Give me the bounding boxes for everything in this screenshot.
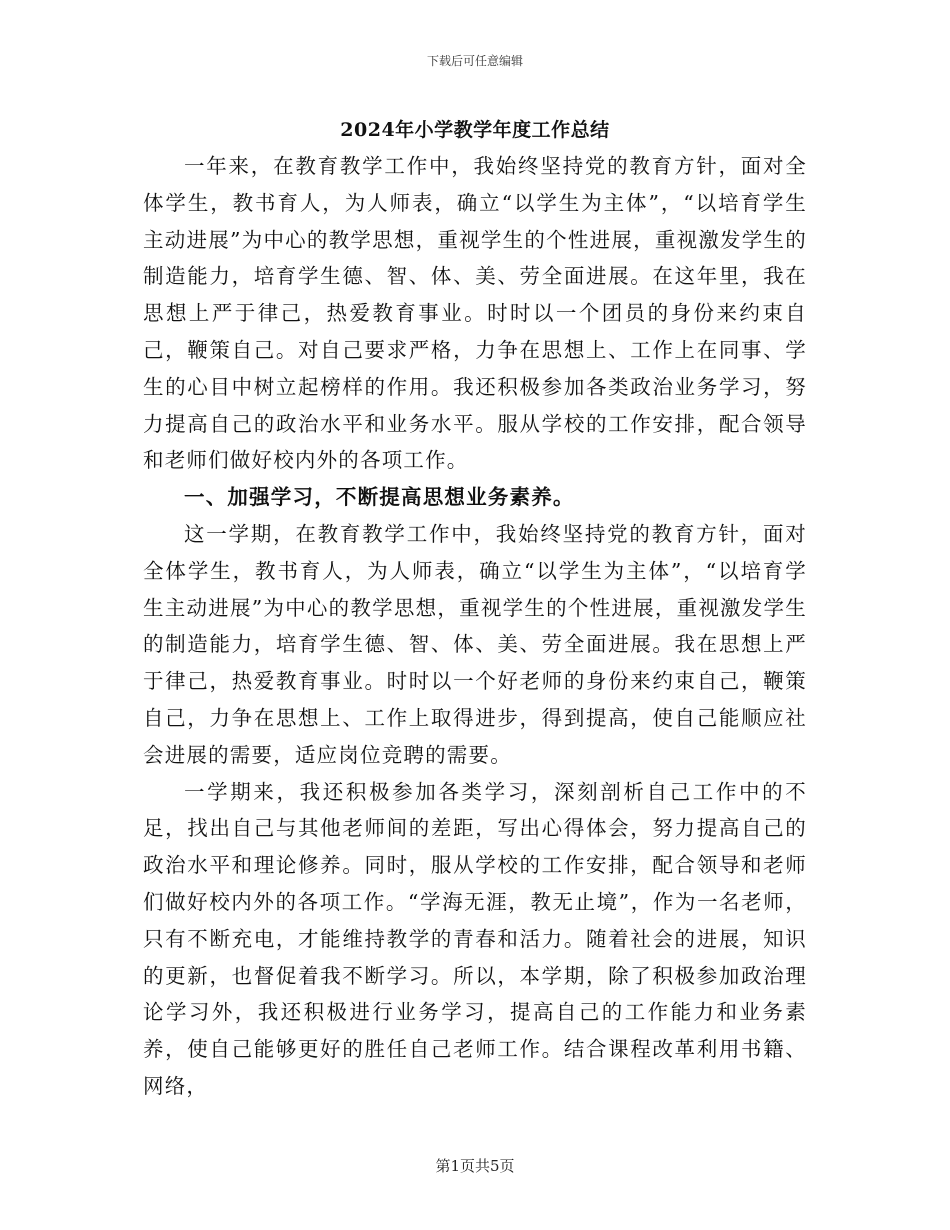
section-heading: 一、加强学习，不断提高思想业务素养。 <box>184 485 575 510</box>
body-paragraph-2: 一学期来，我还积极参加各类学习，深刻剖析自己工作中的不足，找出自己与其他老师间的差距，写出心得体会，努力提高自己的政治水平和理论修养。同时，服从学校的工作安排，配合领导和老师们做好校内外的各项工作。“学海无涯，教无止境”，作为一名老师，只有不断充电，才能维持教学的青春和活力。随着社会的进展，知识的更新，也督促着我不断学习。所以，本学期，除了积极参加政治理论学习外，我还积极进行业务学习，提高自己的工作能力和业务素养，使自己能够更好的胜任自己老师工作。结合课程改革利用书籍、网络， <box>143 779 807 1098</box>
download-note: 下载后可任意编辑 <box>426 54 523 68</box>
intro-paragraph: 一年来，在教育教学工作中，我始终坚持党的教育方针，面对全体学生，教书育人，为人师表，确立“以学生为主体”，“以培育学生主动进展”为中心的教学思想，重视学生的个性进展，重视激发学生的制造能力，培育学生德、智、体、美、劳全面进展。在这年里，我在思想上严于律己，热爱教育事业。时时以一个团员的身份来约束自己，鞭策自己。对自己要求严格，力争在思想上、工作上在同事、学生的心目中树立起榜样的作用。我还积极参加各类政治业务学习，努力提高自己的政治水平和业务水平。服从学校的工作安排，配合领导和老师们做好校内外的各项工作。 <box>143 154 807 473</box>
body-paragraph-1: 这一学期，在教育教学工作中，我始终坚持党的教育方针，面对全体学生，教书育人，为人师表，确立“以学生为主体”，“以培育学生主动进展”为中心的教学思想，重视学生的个性进展，重视激发学生的制造能力，培育学生德、智、体、美、劳全面进展。我在思想上严于律己，热爱教育事业。时时以一个好老师的身份来约束自己，鞭策自己，力争在思想上、工作上取得进步，得到提高，使自己能顺应社会进展的需要，适应岗位竞聘的需要。 <box>143 521 807 767</box>
document-title: 2024年小学教学年度工作总结 <box>340 119 610 141</box>
page-footer: 第1页共5页 <box>435 1157 515 1175</box>
document-body <box>143 148 807 1105</box>
